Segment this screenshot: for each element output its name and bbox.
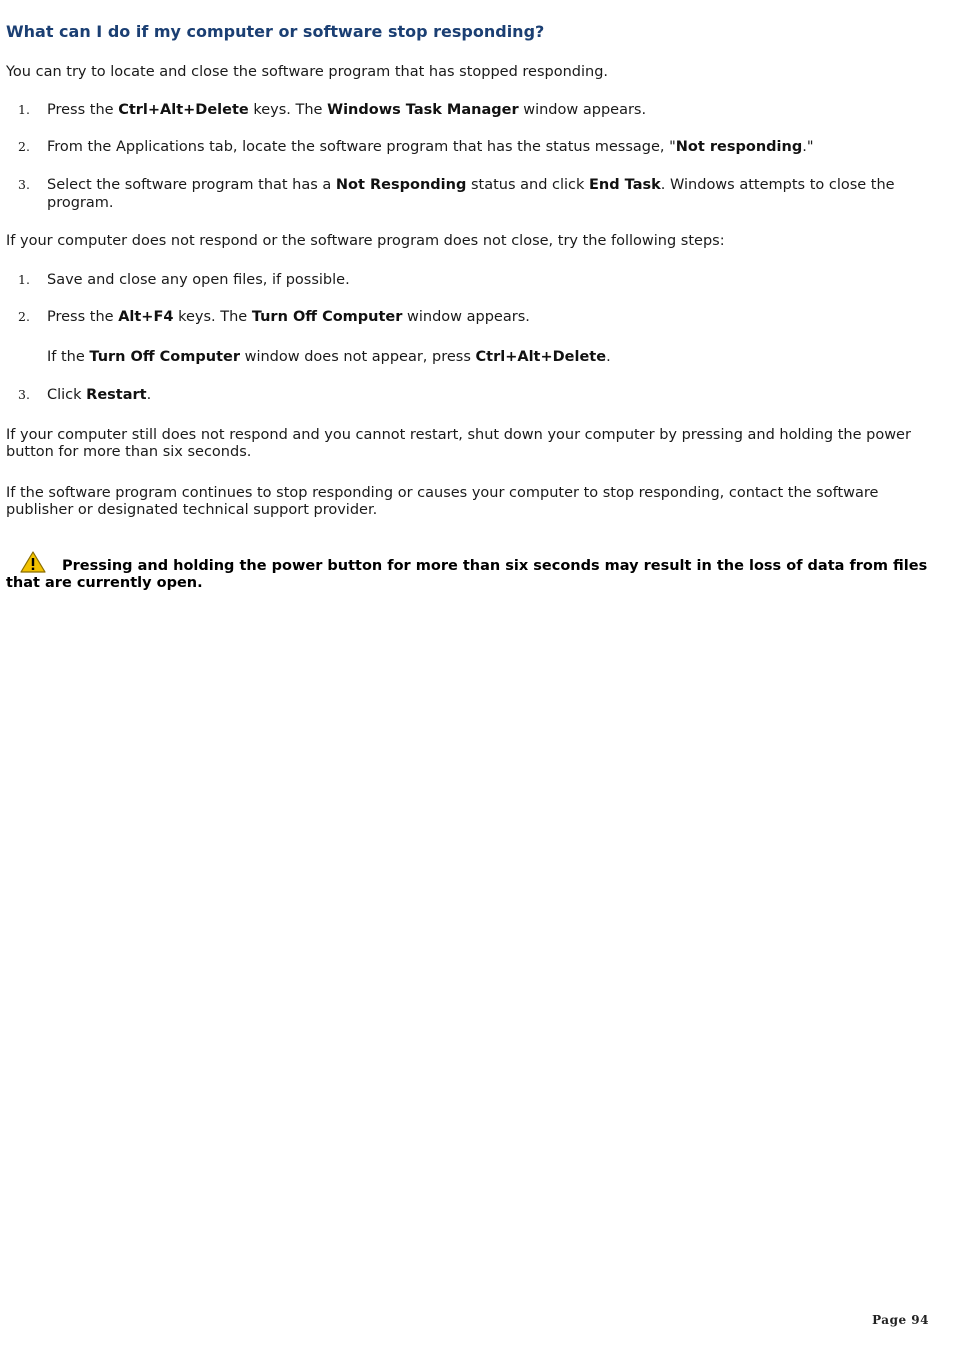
warning-text: Pressing and holding the power button for more than six seconds may result in the loss of data from files that are currently open. xyxy=(6,558,928,591)
warning-triangle-icon xyxy=(20,551,46,573)
page-title: What can I do if my computer or software stop responding? xyxy=(6,22,545,41)
list-item-text xyxy=(47,271,897,289)
text-run: keys. The xyxy=(248,102,328,118)
text-run: keys. The xyxy=(173,309,252,325)
emphasis-text: Turn Off Computer xyxy=(251,309,403,325)
page-number: Page 94 xyxy=(872,1313,929,1327)
list-item-text xyxy=(47,386,897,404)
text-run: Press the xyxy=(47,309,119,325)
list-item-number: 2. xyxy=(18,139,30,154)
intro-paragraph: You can try to locate and close the software program that has stopped responding. xyxy=(6,64,609,80)
list-item-text xyxy=(47,138,897,156)
emphasis-text: Alt+F4 xyxy=(118,309,174,325)
list-item-number: 3. xyxy=(18,177,30,192)
list-item-number: 1. xyxy=(18,272,30,287)
emphasis-text: Not responding xyxy=(675,139,803,155)
text-run: If the xyxy=(47,349,90,365)
emphasis-text: Ctrl+Alt+Delete xyxy=(118,102,249,118)
restart-paragraph: If your computer still does not respond and you cannot restart, shut down your computer by pressing and holding the power button for more than six seconds. xyxy=(6,427,911,460)
text-run: . xyxy=(146,387,152,403)
text-run: Press the xyxy=(47,102,119,118)
publisher-paragraph: If the software program continues to stop responding or causes your computer to stop responding, contact the software publisher or designated technical support provider. xyxy=(6,485,879,518)
text-run: window appears. xyxy=(518,102,647,118)
emphasis-text: Restart xyxy=(86,387,147,403)
text-run: status and click xyxy=(466,177,590,193)
list-item-text xyxy=(47,308,897,326)
text-run: . Windows attempts to close the program. xyxy=(47,177,895,211)
list-item-text xyxy=(47,176,897,212)
text-run: ." xyxy=(802,139,814,155)
emphasis-text: Windows Task Manager xyxy=(327,102,519,118)
step-note xyxy=(47,348,611,366)
warning-note xyxy=(6,551,936,592)
emphasis-text: End Task xyxy=(589,177,661,193)
middle-paragraph: If your computer does not respond or the software program does not close, try the following steps: xyxy=(6,233,725,249)
list-item-number: 1. xyxy=(18,102,30,117)
text-run: From the Applications tab, locate the software program that has the status message, " xyxy=(47,139,676,155)
list-item-number: 3. xyxy=(18,387,30,402)
list-item-number: 2. xyxy=(18,309,30,324)
emphasis-text: Not Responding xyxy=(335,177,467,193)
text-run: Save and close any open files, if possible. xyxy=(47,272,350,288)
emphasis-text: Turn Off Computer xyxy=(89,349,240,365)
list-item-text xyxy=(47,101,897,119)
text-run: Click xyxy=(47,387,87,403)
text-run: window does not appear, press xyxy=(240,349,476,365)
text-run: Select the software program that has a xyxy=(47,177,336,193)
emphasis-text: Ctrl+Alt+Delete xyxy=(475,349,607,365)
text-run: window appears. xyxy=(402,309,530,325)
text-run: . xyxy=(606,349,611,365)
